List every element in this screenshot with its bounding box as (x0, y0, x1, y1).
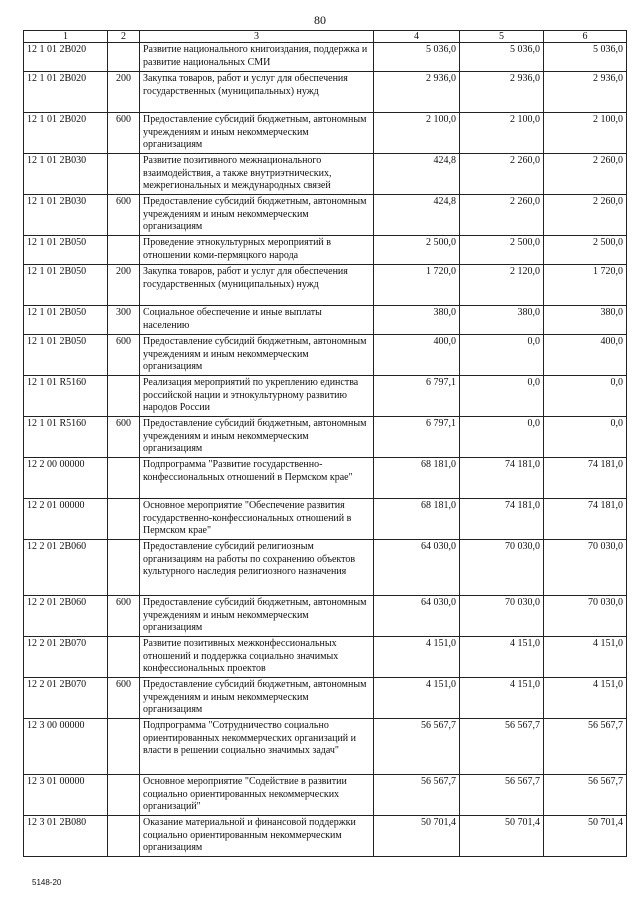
amount-col-6: 2 260,0 (544, 154, 627, 195)
target-article-code: 12 1 01 2B020 (24, 72, 108, 113)
item-name: Предоставление субсидий бюджетным, автономным учреждениям и иным некоммерческим организациям (140, 678, 374, 719)
amount-col-6: 4 151,0 (544, 678, 627, 719)
target-article-code: 12 1 01 2B050 (24, 236, 108, 265)
amount-col-5: 2 260,0 (460, 195, 544, 236)
header-col-4: 4 (374, 31, 460, 43)
target-article-code: 12 1 01 2B020 (24, 43, 108, 72)
target-article-code: 12 3 01 2B080 (24, 816, 108, 857)
amount-col-4: 68 181,0 (374, 499, 460, 540)
table-row (24, 719, 627, 775)
amount-col-5: 2 936,0 (460, 72, 544, 113)
amount-col-4: 50 701,4 (374, 816, 460, 857)
table-row (24, 499, 627, 540)
target-article-code: 12 2 01 2B060 (24, 540, 108, 596)
amount-col-5: 70 030,0 (460, 596, 544, 637)
item-name: Подпрограмма "Развитие государственно-конфессиональных отношений в Пермском крае" (140, 458, 374, 499)
item-name: Оказание материальной и финансовой поддержки социально ориентированным некоммерческим организациям (140, 816, 374, 857)
table-row (24, 113, 627, 154)
amount-col-5: 2 260,0 (460, 154, 544, 195)
amount-col-4: 424,8 (374, 195, 460, 236)
expense-type: 600 (108, 596, 140, 637)
amount-col-6: 56 567,7 (544, 719, 627, 775)
amount-col-6: 50 701,4 (544, 816, 627, 857)
amount-col-4: 4 151,0 (374, 678, 460, 719)
table-row (24, 154, 627, 195)
expense-type: 200 (108, 265, 140, 306)
expense-type (108, 637, 140, 678)
amount-col-5: 50 701,4 (460, 816, 544, 857)
expense-type: 300 (108, 306, 140, 335)
amount-col-6: 380,0 (544, 306, 627, 335)
budget-table (23, 30, 627, 857)
item-name: Развитие позитивного межнационального взаимодействия, а также внутриэтнических, межрегиональных и международных связей (140, 154, 374, 195)
target-article-code: 12 1 01 2B050 (24, 306, 108, 335)
target-article-code: 12 1 01 2B030 (24, 154, 108, 195)
item-name: Реализация мероприятий по укреплению единства российской нации и этнокультурному развитию народов России (140, 376, 374, 417)
amount-col-5: 56 567,7 (460, 719, 544, 775)
expense-type: 600 (108, 335, 140, 376)
expense-type (108, 236, 140, 265)
item-name: Предоставление субсидий бюджетным, автономным учреждениям и иным некоммерческим организациям (140, 596, 374, 637)
amount-col-4: 56 567,7 (374, 775, 460, 816)
amount-col-4: 6 797,1 (374, 376, 460, 417)
table-row (24, 637, 627, 678)
amount-col-5: 2 500,0 (460, 236, 544, 265)
item-name: Предоставление субсидий бюджетным, автономным учреждениям и иным некоммерческим организациям (140, 335, 374, 376)
expense-type (108, 458, 140, 499)
item-name: Предоставление субсидий бюджетным, автономным учреждениям и иным некоммерческим организациям (140, 195, 374, 236)
target-article-code: 12 2 01 2B070 (24, 637, 108, 678)
target-article-code: 12 1 01 2B030 (24, 195, 108, 236)
expense-type: 600 (108, 195, 140, 236)
target-article-code: 12 3 00 00000 (24, 719, 108, 775)
item-name: Развитие позитивных межконфессиональных отношений и поддержка социально значимых конфессиональных проектов (140, 637, 374, 678)
table-row (24, 72, 627, 113)
table-row (24, 458, 627, 499)
amount-col-4: 4 151,0 (374, 637, 460, 678)
amount-col-4: 2 936,0 (374, 72, 460, 113)
amount-col-6: 0,0 (544, 417, 627, 458)
target-article-code: 12 3 01 00000 (24, 775, 108, 816)
page-number: 80 (314, 13, 326, 27)
item-name: Социальное обеспечение и иные выплаты населению (140, 306, 374, 335)
header-row (24, 31, 627, 43)
table-row (24, 775, 627, 816)
amount-col-4: 56 567,7 (374, 719, 460, 775)
item-name: Развитие национального книгоиздания, поддержка и развитие национальных СМИ (140, 43, 374, 72)
target-article-code: 12 2 00 00000 (24, 458, 108, 499)
item-name: Закупка товаров, работ и услуг для обеспечения государственных (муниципальных) нужд (140, 265, 374, 306)
amount-col-5: 74 181,0 (460, 499, 544, 540)
amount-col-5: 0,0 (460, 417, 544, 458)
amount-col-6: 0,0 (544, 376, 627, 417)
expense-type (108, 540, 140, 596)
amount-col-4: 64 030,0 (374, 596, 460, 637)
amount-col-6: 2 260,0 (544, 195, 627, 236)
amount-col-4: 1 720,0 (374, 265, 460, 306)
target-article-code: 12 1 01 2B020 (24, 113, 108, 154)
item-name: Подпрограмма "Сотрудничество социально ориентированных некоммерческих организаций и власти в решении социально значимых задач" (140, 719, 374, 775)
header-col-2: 2 (108, 31, 140, 43)
expense-type (108, 154, 140, 195)
amount-col-5: 4 151,0 (460, 678, 544, 719)
item-name: Закупка товаров, работ и услуг для обеспечения государственных (муниципальных) нужд (140, 72, 374, 113)
expense-type (108, 499, 140, 540)
table-row (24, 376, 627, 417)
amount-col-4: 64 030,0 (374, 540, 460, 596)
document-footer-code: 5148-20 (32, 878, 62, 887)
item-name: Предоставление субсидий бюджетным, автономным учреждениям и иным некоммерческим организациям (140, 113, 374, 154)
target-article-code: 12 2 01 2B060 (24, 596, 108, 637)
item-name: Основное мероприятие "Содействие в развитии социально ориентированных некоммерческих организаций" (140, 775, 374, 816)
amount-col-6: 2 100,0 (544, 113, 627, 154)
amount-col-6: 70 030,0 (544, 540, 627, 596)
table-row (24, 265, 627, 306)
header-col-3: 3 (140, 31, 374, 43)
table-row (24, 195, 627, 236)
table-row (24, 596, 627, 637)
target-article-code: 12 1 01 2B050 (24, 335, 108, 376)
expense-type: 600 (108, 417, 140, 458)
header-col-1: 1 (24, 31, 108, 43)
amount-col-6: 56 567,7 (544, 775, 627, 816)
amount-col-5: 2 120,0 (460, 265, 544, 306)
amount-col-5: 5 036,0 (460, 43, 544, 72)
target-article-code: 12 2 01 2B070 (24, 678, 108, 719)
table-row (24, 306, 627, 335)
target-article-code: 12 1 01 R5160 (24, 376, 108, 417)
amount-col-4: 424,8 (374, 154, 460, 195)
item-name: Проведение этнокультурных мероприятий в отношении коми-пермяцкого народа (140, 236, 374, 265)
table-row (24, 816, 627, 857)
table-row (24, 43, 627, 72)
amount-col-5: 0,0 (460, 376, 544, 417)
item-name: Предоставление субсидий религиозным организациям на работы по сохранению объектов культурного наследия религиозного назначения (140, 540, 374, 596)
target-article-code: 12 2 01 00000 (24, 499, 108, 540)
amount-col-4: 5 036,0 (374, 43, 460, 72)
amount-col-6: 1 720,0 (544, 265, 627, 306)
amount-col-5: 4 151,0 (460, 637, 544, 678)
header-col-6: 6 (544, 31, 627, 43)
expense-type (108, 43, 140, 72)
amount-col-4: 68 181,0 (374, 458, 460, 499)
amount-col-4: 2 500,0 (374, 236, 460, 265)
amount-col-6: 400,0 (544, 335, 627, 376)
amount-col-6: 4 151,0 (544, 637, 627, 678)
expense-type: 200 (108, 72, 140, 113)
item-name: Основное мероприятие "Обеспечение развития государственно-конфессиональных отношений в Пермском крае" (140, 499, 374, 540)
amount-col-4: 2 100,0 (374, 113, 460, 154)
target-article-code: 12 1 01 R5160 (24, 417, 108, 458)
amount-col-6: 2 936,0 (544, 72, 627, 113)
expense-type (108, 816, 140, 857)
amount-col-5: 74 181,0 (460, 458, 544, 499)
amount-col-5: 70 030,0 (460, 540, 544, 596)
amount-col-6: 74 181,0 (544, 499, 627, 540)
amount-col-5: 0,0 (460, 335, 544, 376)
table-row (24, 540, 627, 596)
header-col-5: 5 (460, 31, 544, 43)
expense-type (108, 376, 140, 417)
expense-type (108, 719, 140, 775)
table-row (24, 236, 627, 265)
amount-col-6: 74 181,0 (544, 458, 627, 499)
expense-type: 600 (108, 113, 140, 154)
amount-col-5: 56 567,7 (460, 775, 544, 816)
amount-col-6: 5 036,0 (544, 43, 627, 72)
table-row (24, 335, 627, 376)
amount-col-4: 380,0 (374, 306, 460, 335)
amount-col-6: 70 030,0 (544, 596, 627, 637)
expense-type (108, 775, 140, 816)
item-name: Предоставление субсидий бюджетным, автономным учреждениям и иным некоммерческим организациям (140, 417, 374, 458)
amount-col-5: 380,0 (460, 306, 544, 335)
target-article-code: 12 1 01 2B050 (24, 265, 108, 306)
table-row (24, 678, 627, 719)
amount-col-6: 2 500,0 (544, 236, 627, 265)
amount-col-4: 400,0 (374, 335, 460, 376)
amount-col-5: 2 100,0 (460, 113, 544, 154)
table-row (24, 417, 627, 458)
amount-col-4: 6 797,1 (374, 417, 460, 458)
expense-type: 600 (108, 678, 140, 719)
